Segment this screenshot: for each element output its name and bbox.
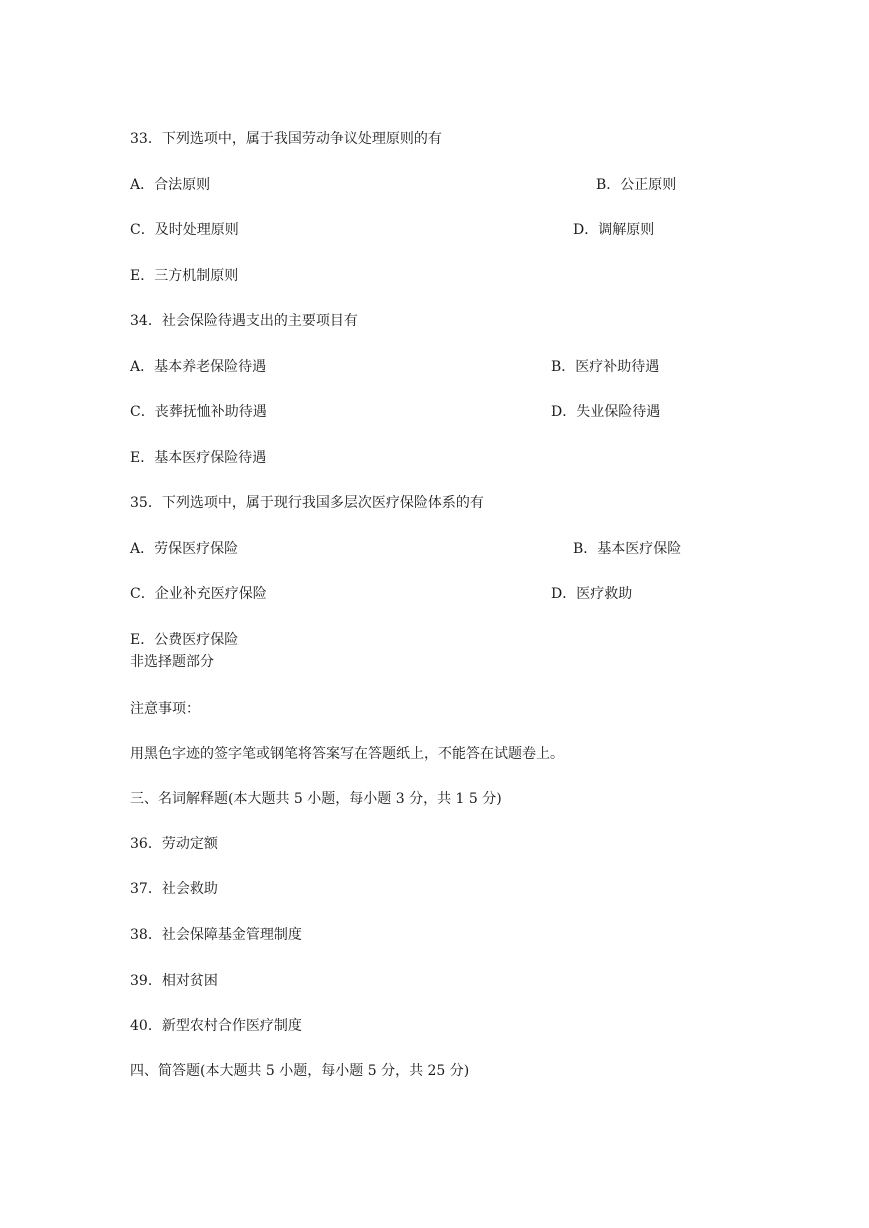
question-34-option-b: B．医疗补助待遇 (551, 359, 660, 375)
question-35-option-e: E．公费医疗保险 (130, 632, 239, 648)
question-35-option-b: B．基本医疗保险 (573, 541, 682, 557)
question-34-option-a: A．基本养老保险待遇 (130, 359, 267, 375)
term-40: 40．新型农村合作医疗制度 (130, 1018, 302, 1034)
notice-text: 用黑色字迹的签字笔或钢笔将答案写在答题纸上，不能答在试题卷上。 (130, 746, 564, 762)
question-34-option-e: E．基本医疗保险待遇 (130, 450, 267, 466)
question-33-option-a: A．合法原则 (130, 177, 211, 193)
question-35-option-d: D．医疗救助 (551, 586, 633, 602)
question-35-stem: 35．下列选项中，属于现行我国多层次医疗保险体系的有 (130, 495, 484, 511)
notice-title: 注意事项： (130, 701, 200, 717)
section-nonchoice-heading: 非选择题部分 (130, 654, 214, 670)
term-38: 38．社会保障基金管理制度 (130, 927, 302, 943)
question-33-option-c: C．及时处理原则 (130, 222, 239, 238)
question-33-option-b: B．公正原则 (596, 177, 677, 193)
term-39: 39．相对贫困 (130, 973, 218, 989)
term-37: 37．社会救助 (130, 881, 218, 897)
question-33-stem: 33．下列选项中，属于我国劳动争议处理原则的有 (130, 131, 442, 147)
section-4-title: 四、简答题(本大题共 5 小题，每小题 5 分，共 25 分) (130, 1063, 470, 1079)
question-34-option-c: C．丧葬抚恤补助待遇 (130, 404, 267, 420)
section-3-title: 三、名词解释题(本大题共 5 小题，每小题 3 分，共 1 5 分) (130, 791, 502, 807)
question-34-option-d: D．失业保险待遇 (551, 404, 661, 420)
question-33-option-e: E．三方机制原则 (130, 268, 239, 284)
question-35-option-a: A．劳保医疗保险 (130, 541, 239, 557)
question-35-option-c: C．企业补充医疗保险 (130, 586, 267, 602)
question-33-option-d: D．调解原则 (573, 222, 655, 238)
term-36: 36．劳动定额 (130, 836, 218, 852)
question-34-stem: 34．社会保险待遇支出的主要项目有 (130, 313, 358, 329)
